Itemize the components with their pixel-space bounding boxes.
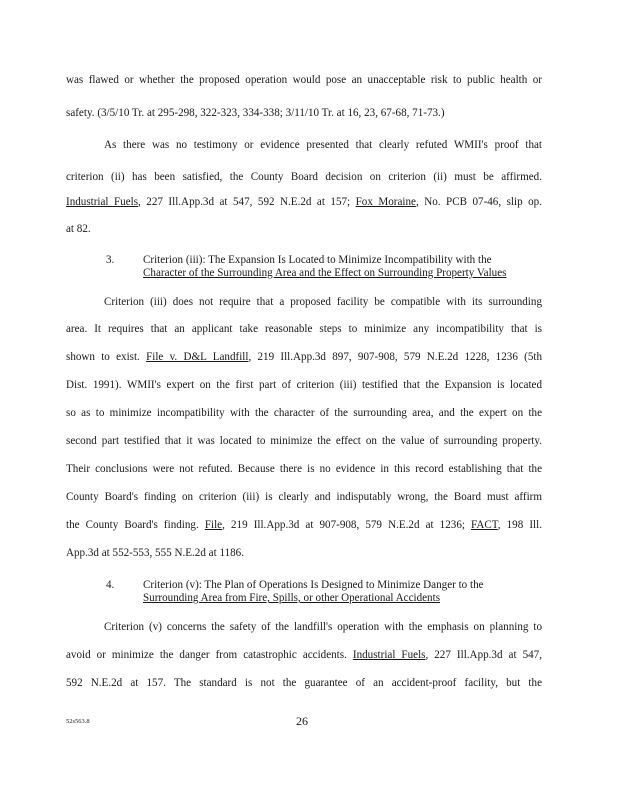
- paragraph-3-line-8: County Board's finding on criterion (iii) is clearly and indisputably wrong, the Board must affirm: [66, 491, 542, 503]
- paragraph-3-line-10: App.3d at 552-553, 555 N.E.2d at 1186.: [66, 547, 244, 559]
- citation-text: , 219 Ill.App.3d at 907-908, 579 N.E.2d at 1236;: [222, 519, 472, 531]
- paragraph-4-line-3: 592 N.E.2d at 157. The standard is not the guarantee of an accident-proof facility, but the: [66, 677, 542, 689]
- paragraph-2-line-3: [66, 195, 542, 209]
- paragraph-3-line-6: second part testified that it was located to minimize the effect on the value of surrounding property.: [66, 435, 542, 447]
- section-4-heading-line-1: Criterion (v): The Plan of Operations Is Designed to Minimize Danger to the: [143, 579, 484, 591]
- citation-fox-moraine: Fox Moraine: [355, 196, 416, 208]
- citation-fact: FACT: [471, 519, 498, 531]
- paragraph-2-line-2: criterion (ii) has been satisfied, the County Board decision on criterion (ii) must be affirmed.: [66, 171, 542, 183]
- citation-file-v-dl-landfill: File v. D&L Landfill: [146, 351, 249, 363]
- paragraph-2-line-4: at 82.: [66, 223, 91, 235]
- paragraph-2-line-1: As there was no testimony or evidence presented that clearly refuted WMII's proof that: [104, 139, 542, 151]
- citation-text: , 227 Ill.App.3d at 547,: [425, 649, 542, 661]
- paragraph-3-line-7: Their conclusions were not refuted. Because there is no evidence in this record establishing that the: [66, 463, 542, 475]
- paragraph-4-line-2: [66, 648, 542, 662]
- citation-text: , 227 Ill.App.3d at 547, 592 N.E.2d at 157;: [138, 196, 356, 208]
- section-4-number: 4.: [106, 579, 115, 591]
- section-3-heading-line-1: Criterion (iii): The Expansion Is Located to Minimize Incompatibility with the: [143, 254, 492, 266]
- citation-text: , 219 Ill.App.3d 897, 907-908, 579 N.E.2d 1228, 1236 (5th: [248, 351, 542, 363]
- paragraph-3-line-5: so as to minimize incompatibility with the character of the surrounding area, and the expert on the: [66, 407, 542, 419]
- paragraph-1-line-2: safety. (3/5/10 Tr. at 295-298, 322-323, 334-338; 3/11/10 Tr. at 16, 23, 67-68, 71-73.): [66, 107, 445, 119]
- paragraph-3-line-2: area. It requires that an applicant take reasonable steps to minimize any incompatibility that is: [66, 323, 542, 335]
- citation-file: File: [204, 519, 223, 531]
- paragraph-3-line-1: Criterion (iii) does not require that a proposed facility be compatible with its surrounding: [104, 296, 542, 308]
- citation-industrial-fuels: Industrial Fuels: [66, 196, 139, 208]
- text-span: avoid or minimize the danger from catastrophic accidents.: [66, 649, 353, 661]
- paragraph-3-line-3: [66, 350, 542, 364]
- section-4-heading-line-2: Surrounding Area from Fire, Spills, or other Operational Accidents: [143, 592, 441, 604]
- paragraph-4-line-1: Criterion (v) concerns the safety of the landfill's operation with the emphasis on planning to: [104, 621, 542, 633]
- paragraph-3-line-9: [66, 518, 542, 532]
- citation-text: , 198 Ill.: [497, 519, 542, 531]
- paragraph-1-line-1: was flawed or whether the proposed operation would pose an unacceptable risk to public health or: [66, 74, 542, 86]
- text-span: the County Board's finding.: [66, 519, 205, 531]
- citation-industrial-fuels: Industrial Fuels: [352, 649, 426, 661]
- document-id: 52s563.8: [66, 718, 90, 725]
- paragraph-3-line-4: Dist. 1991). WMII's expert on the first part of criterion (iii) testified that the Expansion is located: [66, 379, 542, 391]
- text-span: shown to exist.: [66, 351, 147, 363]
- citation-text: , No. PCB 07-46, slip op.: [415, 196, 542, 208]
- section-3-number: 3.: [106, 254, 115, 266]
- section-3-heading-line-2: Character of the Surrounding Area and the Effect on Surrounding Property Values: [143, 267, 507, 279]
- page-number: 26: [296, 714, 308, 728]
